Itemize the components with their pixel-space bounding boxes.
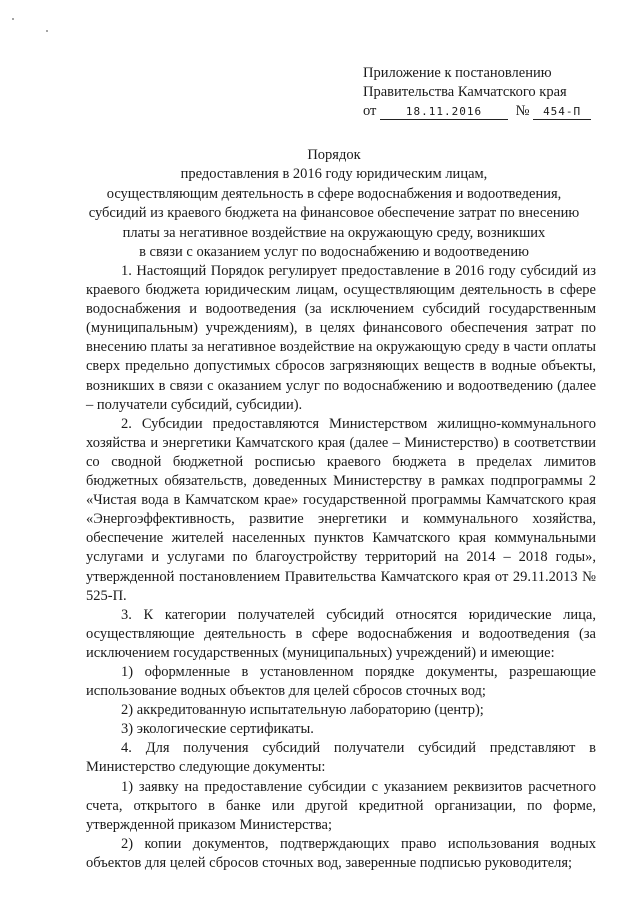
- paragraph: 2) копии документов, подтверждающих право использования водных объектов для целей сбросов сточных вод, заверенные подписью руководителя;: [86, 835, 596, 871]
- paragraph: 1) заявку на предоставление субсидии с указанием реквизитов расчетного счета, открытого в банке или другой кредитной организации, по форме, утвержденной приказом Министерства;: [86, 778, 596, 833]
- title-line: предоставления в 2016 году юридическим лицам,: [180, 166, 488, 183]
- scan-speck: [46, 30, 48, 32]
- appendix-line-1: Приложение к постановлению: [363, 65, 552, 81]
- resolution-date: 18.11.2016: [380, 105, 508, 120]
- title-line: осуществляющим деятельность в сфере водоснабжения и водоотведения,: [106, 185, 562, 202]
- appendix-date-row: [363, 102, 593, 121]
- document-body: [86, 262, 596, 873]
- paragraph: 4. Для получения субсидий получатели субсидий представляют в Министерство следующие документы:: [86, 740, 596, 776]
- paragraph: 1) оформленные в установленном порядке документы, разрешающие использование водных объектов для целей сбросов сточных вод;: [86, 663, 596, 700]
- paragraph: 2) аккредитованную испытательную лабораторию (центр);: [121, 702, 484, 719]
- appendix-line-2: Правительства Камчатского края: [363, 84, 567, 100]
- paragraph: 2. Субсидии предоставляются Министерством жилищно-коммунального хозяйства и энергетики Камчатского края (далее – Министерство) в соответствии со сводной бюджетной росписью краевого бюджета в пределах лимитов бюджетных обязательств, доведенных Министерству в рамках подпрограммы 2 «Чистая вода в Камчатском крае» государственной программы Камчатского края «Энергоэффективность, развитие энергетики и коммунального хозяйства, обеспечение жителей населенных пунктов Камчатского края коммунальными услугами и услугами по благоустройству территорий на 2014 – 2018 годы», утвержденной постановлением Правительства Камчатского края от 29.11.2013 № 525-П.: [86, 415, 596, 604]
- title-line: платы за негативное воздействие на окружающую среду, возникших: [122, 224, 546, 241]
- document-title: [74, 146, 594, 262]
- title-line: субсидий из краевого бюджета на финансовое обеспечение затрат по внесению: [88, 205, 580, 222]
- title-heading: Порядок: [307, 147, 361, 163]
- paragraph: 3) экологические сертификаты.: [121, 721, 314, 738]
- date-prefix: от: [363, 103, 377, 119]
- number-prefix: №: [515, 103, 530, 119]
- paragraph: 1. Настоящий Порядок регулирует предоставление в 2016 году субсидий из краевого бюджета юридическим лицам, осуществляющим деятельность в сфере водоснабжения и водоотведения (за исключением субсидий государственным (муниципальным) учреждениям), в целях финансового обеспечения затрат по внесению платы за негативное воздействие на окружающую среду в части оплаты сверх предельно допустимых сбросов загрязняющих веществ в водные объекты, возникших в связи с оказанием услуг по водоснабжению и водоотведению (далее – получатели субсидий, субсидии).: [86, 263, 596, 413]
- appendix-header: [363, 64, 593, 121]
- scan-speck: [12, 18, 14, 20]
- resolution-number: 454-П: [533, 105, 591, 120]
- title-line: в связи с оказанием услуг по водоснабжению и водоотведению: [139, 244, 529, 261]
- paragraph: 3. К категории получателей субсидий относятся юридические лица, осуществляющие деятельность в сфере водоснабжения и водоотведения (за исключением государственных (муниципальных) учреждений) и имеющие:: [86, 606, 596, 661]
